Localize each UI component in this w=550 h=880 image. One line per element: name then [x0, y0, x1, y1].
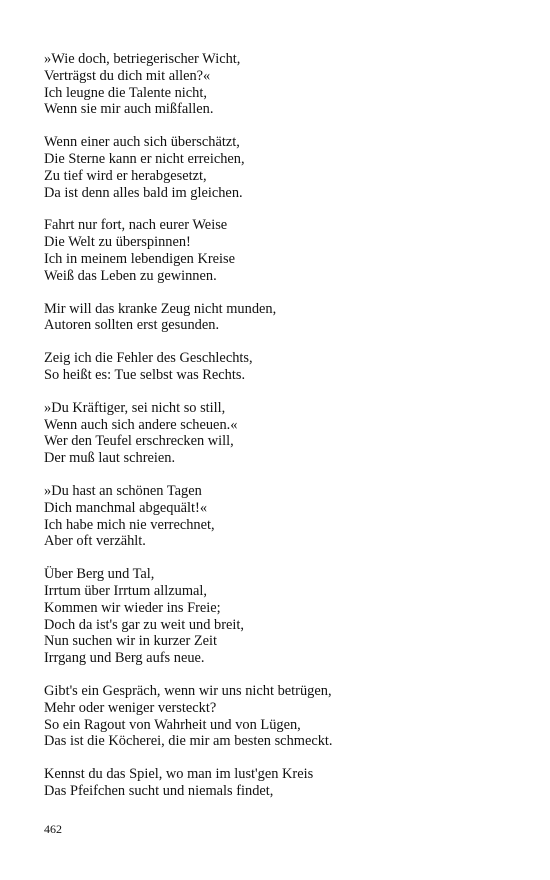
stanza [44, 51, 514, 118]
verse-line: So heißt es: Tue selbst was Rechts. [44, 366, 246, 383]
verse-line: Fahrt nur fort, nach eurer Weise [44, 217, 228, 234]
verse-line: Nun suchen wir in kurzer Zeit [44, 633, 218, 650]
stanza [44, 134, 514, 201]
verse-line: »Du Kräftiger, sei nicht so still, [44, 399, 226, 416]
stanza [44, 683, 514, 750]
verse-line: Über Berg und Tal, [44, 566, 155, 583]
verse-line: Zeig ich die Fehler des Geschlechts, [44, 350, 253, 367]
stanza [44, 766, 514, 800]
verse-line: Wer den Teufel erschrecken will, [44, 433, 234, 450]
verse-line: »Du hast an schönen Tagen [44, 482, 202, 499]
verse-line: Dich manchmal abgequält!« [44, 499, 208, 516]
verse-line: Mir will das kranke Zeug nicht munden, [44, 300, 277, 317]
verse-line: Die Sterne kann er nicht erreichen, [44, 150, 245, 167]
verse-line: Wenn auch sich andere scheuen.« [44, 416, 238, 433]
verse-line: Wenn einer auch sich überschätzt, [44, 134, 240, 151]
page-number: 462 [44, 822, 62, 836]
verse-line: Gibt's ein Gespräch, wenn wir uns nicht betrügen, [44, 682, 332, 699]
stanza [44, 483, 514, 550]
verse-line: Kennst du das Spiel, wo man im lust'gen Kreis [44, 766, 314, 783]
verse-line: Die Welt zu überspinnen! [44, 234, 191, 251]
verse-line: Ich leugne die Talente nicht, [44, 84, 207, 101]
verse-line: Irrtum über Irrtum allzumal, [44, 582, 208, 599]
verse-line: Ich habe mich nie verrechnet, [44, 516, 215, 533]
verse-line: Kommen wir wieder ins Freie; [44, 599, 221, 616]
poem-text [44, 51, 514, 816]
verse-line: Das Pfeifchen sucht und niemals findet, [44, 782, 274, 799]
verse-line: Aber oft verzählt. [44, 533, 146, 550]
verse-line: Verträgst du dich mit allen?« [44, 67, 211, 84]
stanza [44, 566, 514, 667]
stanza [44, 301, 514, 335]
verse-line: Irrgang und Berg aufs neue. [44, 650, 205, 667]
verse-line: Doch da ist's gar zu weit und breit, [44, 616, 245, 633]
stanza [44, 350, 514, 384]
verse-line: Das ist die Köcherei, die mir am besten schmeckt. [44, 733, 333, 750]
verse-line: »Wie doch, betriegerischer Wicht, [44, 51, 241, 67]
verse-line: Autoren sollten erst gesunden. [44, 317, 220, 334]
verse-line: Wenn sie mir auch mißfallen. [44, 101, 214, 118]
verse-line: Der muß laut schreien. [44, 450, 176, 467]
stanza [44, 400, 514, 467]
verse-line: Mehr oder weniger versteckt? [44, 699, 217, 716]
verse-line: Ich in meinem lebendigen Kreise [44, 250, 236, 267]
verse-line: Zu tief wird er herabgesetzt, [44, 167, 207, 184]
stanza [44, 217, 514, 284]
verse-line: Da ist denn alles bald im gleichen. [44, 184, 243, 201]
verse-line: So ein Ragout von Wahrheit und von Lügen, [44, 716, 301, 733]
verse-line: Weiß das Leben zu gewinnen. [44, 267, 217, 284]
